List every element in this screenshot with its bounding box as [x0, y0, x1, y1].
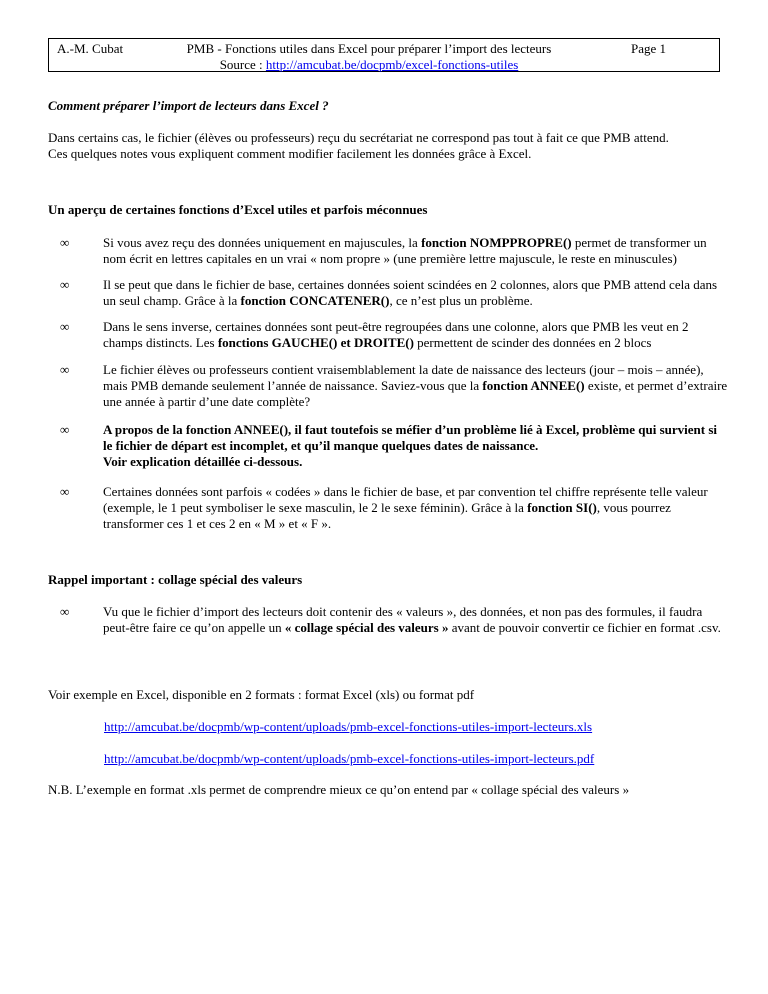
list-item-text	[103, 484, 728, 532]
list-item-text	[103, 422, 728, 470]
header-title: PMB - Fonctions utiles dans Excel pour préparer l’import des lecteurs	[186, 41, 552, 56]
intro-paragraph	[48, 130, 728, 162]
function-name: fonction ANNEE()	[482, 378, 585, 393]
function-name: fonction NOMPPROPRE()	[421, 235, 572, 250]
text-run: permet de transformer un nom écrit en lettres capitales en un vrai « nom propre » (une première lettre majuscule, le reste en minuscules)	[103, 235, 707, 266]
function-name: fonctions GAUCHE() et DROITE()	[217, 335, 414, 350]
text-run: Vu que le fichier d’import des lecteurs doit contenir des « valeurs », des données, et non pas des formules, il faudra peut-être faire ce qu’on appelle un	[103, 604, 703, 635]
text-run: , vous pourrez transformer ces 1 et ces 2 en « M » et « F ».	[103, 500, 671, 531]
list-item-text	[103, 277, 728, 309]
list-item-text	[103, 319, 728, 351]
text-run: permettent de scinder des données en 2 blocs	[413, 335, 652, 350]
function-name: fonction SI()	[527, 500, 597, 515]
section-title-paste-special: Rappel important : collage spécial des valeurs	[48, 572, 303, 587]
example-pdf-link[interactable]: http://amcubat.be/docpmb/wp-content/uploads/pmb-excel-fonctions-utiles-import-lecteurs.pdf	[104, 751, 595, 766]
section-title-functions: Un aperçu de certaines fonctions d’Excel utiles et parfois méconnues	[48, 202, 428, 217]
text-run: Certaines données sont parfois « codées » dans le fichier de base, et par convention tel chiffre représente telle valeur (exemple, le 1 peut symboliser le sexe masculin, le 2 le sexe féminin). Grâce à la	[103, 484, 708, 515]
text-run: Le fichier élèves ou professeurs contient vraisemblablement la date de naissance des lecteurs (jour – mois – année), mais PMB demande seulement l’année de naissance. Saviez-vous que la	[103, 362, 704, 393]
intro-line-2: Ces quelques notes vous expliquent comment modifier facilement les données grâce à Excel.	[48, 146, 532, 161]
example-xls-link[interactable]: http://amcubat.be/docpmb/wp-content/uploads/pmb-excel-fonctions-utiles-import-lecteurs.xls	[104, 719, 593, 734]
header-title-block	[159, 41, 579, 73]
example-intro: Voir exemple en Excel, disponible en 2 formats : format Excel (xls) ou format pdf	[48, 687, 475, 702]
text-run: existe, et permet d’extraire une année à partir d’une date complète?	[103, 378, 728, 409]
nb-note: N.B. L’exemple en format .xls permet de comprendre mieux ce qu’on entend par « collage spécial des valeurs »	[48, 782, 630, 797]
page-header	[48, 38, 720, 72]
text-run: avant de pouvoir convertir ce fichier en format .csv.	[448, 620, 721, 635]
header-source-label: Source :	[219, 57, 266, 72]
list-item-text	[103, 604, 728, 636]
bullet-symbol: ∞	[60, 319, 70, 334]
list-item-text	[103, 235, 728, 267]
bullet-symbol: ∞	[60, 422, 70, 437]
bullet-symbol: ∞	[60, 235, 70, 250]
text-run: Dans le sens inverse, certaines données sont peut-être regroupées dans une colonne, alors que PMB les veut en 2 champs distincts. Les	[103, 319, 689, 350]
bullet-symbol: ∞	[60, 604, 70, 619]
page-heading: Comment préparer l’import de lecteurs dans Excel ?	[48, 98, 329, 113]
function-name: fonction CONCATENER()	[240, 293, 390, 308]
bullet-symbol: ∞	[60, 484, 70, 499]
text-run: Si vous avez reçu des données uniquement en majuscules, la	[103, 235, 422, 250]
see-below-note: Voir explication détaillée ci-dessous.	[103, 454, 303, 469]
text-run: , ce n’est plus un problème.	[389, 293, 533, 308]
intro-line-1: Dans certains cas, le fichier (élèves ou professeurs) reçu du secrétariat ne correspond pas tout à fait ce que PMB attend.	[48, 130, 669, 145]
header-source	[159, 57, 579, 73]
bullet-symbol: ∞	[60, 362, 70, 377]
header-author: A.-M. Cubat	[57, 41, 124, 56]
list-item-text	[103, 362, 728, 410]
bullet-symbol: ∞	[60, 277, 70, 292]
text-run: A propos de la fonction ANNEE(), il faut toutefois se méfier d’un problème lié à Excel, problème qui survient si le fichier de départ est incomplet, et qu’il manque quelques dates de naissance.	[103, 422, 718, 453]
emphasis: « collage spécial des valeurs »	[284, 620, 449, 635]
header-page-number: Page 1	[631, 41, 667, 56]
header-source-link[interactable]: http://amcubat.be/docpmb/excel-fonctions-utiles	[265, 57, 519, 72]
text-run: Il se peut que dans le fichier de base, certaines données soient scindées en 2 colonnes, alors que PMB attend cela dans un seul champ. Grâce à la	[103, 277, 718, 308]
